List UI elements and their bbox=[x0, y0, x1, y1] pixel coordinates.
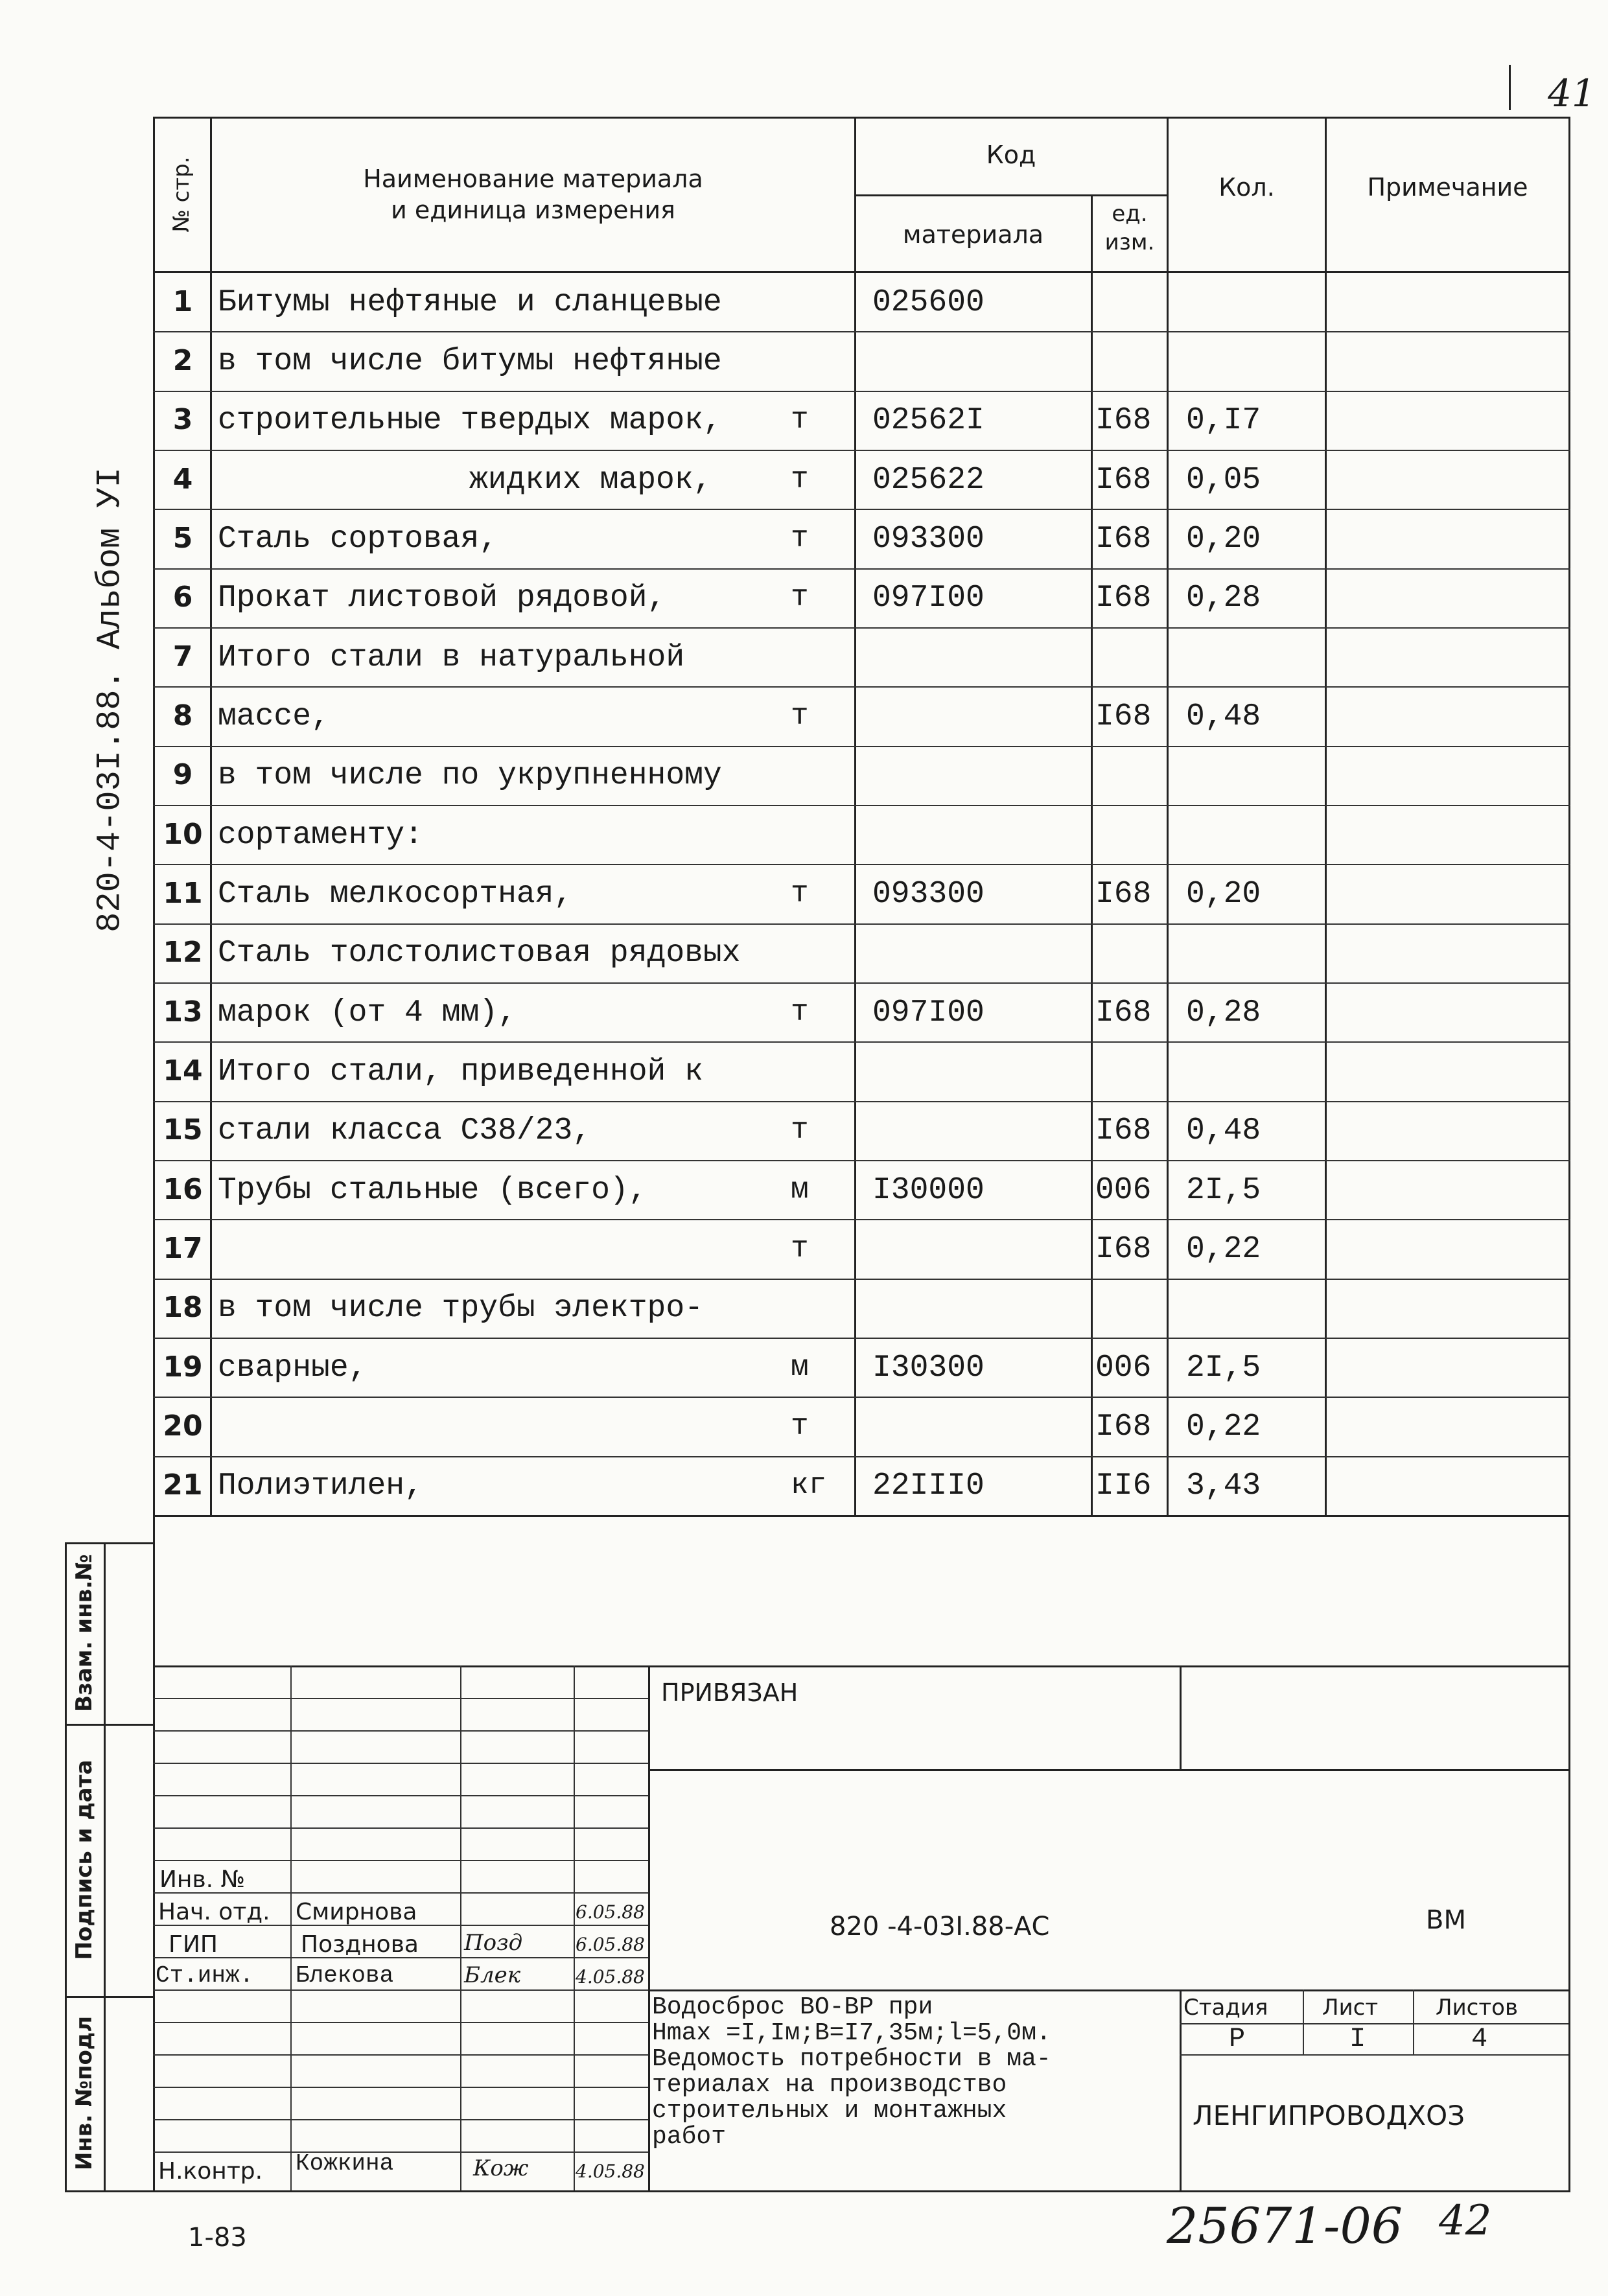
title-line-3: териалах на производство bbox=[652, 2071, 1007, 2099]
person-sign-1: Позд bbox=[464, 1930, 523, 1956]
unit-code: I68 bbox=[1095, 581, 1152, 616]
quantity: 0,05 bbox=[1186, 463, 1261, 498]
material-code: 025622 bbox=[872, 463, 985, 498]
header-material-name bbox=[214, 163, 852, 226]
row-number: 18 bbox=[163, 1291, 203, 1324]
material-name: Итого стали, приведенной к bbox=[218, 1054, 703, 1089]
title-line-5: работ bbox=[652, 2123, 727, 2151]
title-line-2: Ведомость потребности в ма- bbox=[652, 2045, 1051, 2073]
row-number: 10 bbox=[163, 818, 203, 851]
material-code: 025600 bbox=[872, 285, 985, 320]
row-number: 21 bbox=[163, 1468, 203, 1502]
bottom-left-code: 1-83 bbox=[188, 2223, 247, 2253]
row-number: 1 bbox=[172, 285, 193, 318]
sheets-label: Листов bbox=[1436, 1995, 1519, 2021]
quantity: 0,48 bbox=[1186, 1113, 1261, 1148]
person-sign-2: Блек bbox=[464, 1962, 521, 1988]
quantity: 0,28 bbox=[1186, 995, 1261, 1030]
material-code: 097I00 bbox=[872, 581, 985, 616]
material-code: I30300 bbox=[872, 1351, 985, 1386]
row-number: 4 bbox=[172, 463, 193, 496]
material-name: Полиэтилен, bbox=[218, 1468, 423, 1503]
material-name: марок (от 4 мм), bbox=[218, 995, 517, 1030]
material-name: стали класса С38/23, bbox=[218, 1113, 592, 1148]
header-code: Код bbox=[986, 141, 1036, 169]
material-name: сортаменту: bbox=[218, 818, 423, 853]
header-name-line2: и единица измерения bbox=[391, 196, 675, 224]
row-number: 3 bbox=[172, 403, 193, 436]
margin-original-inv: Инв. №подл bbox=[71, 2015, 97, 2171]
header-quantity: Кол. bbox=[1218, 173, 1275, 202]
person-date-2: 4.05.88 bbox=[576, 1966, 645, 1988]
person-sign-3: Кож bbox=[473, 2155, 529, 2181]
person-date-0: 6.05.88 bbox=[576, 1901, 645, 1923]
unit-code: I68 bbox=[1095, 995, 1152, 1030]
unit-symbol: т bbox=[791, 699, 809, 733]
row-number: 11 bbox=[163, 877, 203, 910]
header-row-number: № стр. bbox=[169, 156, 194, 233]
material-name: в том числе трубы электро- bbox=[218, 1291, 703, 1326]
person-name-3: Кожкина bbox=[296, 2150, 394, 2177]
header-code-material: материала bbox=[902, 220, 1044, 249]
row-number: 7 bbox=[172, 640, 193, 673]
unit-code: I68 bbox=[1095, 877, 1152, 912]
sheet-label: Лист bbox=[1322, 1995, 1379, 2021]
material-name: Битумы нефтяные и сланцевые bbox=[218, 285, 722, 320]
material-name: Сталь сортовая, bbox=[218, 522, 498, 557]
row-number: 6 bbox=[172, 581, 193, 614]
title-line-0: Водосброс ВО-ВР при bbox=[652, 1993, 933, 2021]
inv-no-label: Инв. № bbox=[159, 1866, 246, 1893]
row-number: 2 bbox=[172, 344, 193, 377]
unit-symbol: т bbox=[791, 1409, 809, 1443]
row-number: 17 bbox=[163, 1232, 203, 1265]
material-code: 093300 bbox=[872, 877, 985, 912]
row-number: 13 bbox=[163, 995, 203, 1028]
row-number: 14 bbox=[163, 1054, 203, 1087]
margin-signature-date: Подпись и дата bbox=[71, 1759, 97, 1960]
unit-code: I68 bbox=[1095, 403, 1152, 438]
material-name: Сталь толстолистовая рядовых bbox=[218, 936, 741, 971]
row-number: 20 bbox=[163, 1409, 203, 1443]
unit-symbol: т bbox=[791, 995, 809, 1029]
row-number: 5 bbox=[172, 522, 193, 555]
person-name-1: Позднова bbox=[301, 1931, 419, 1958]
quantity: 0,20 bbox=[1186, 877, 1261, 912]
person-role-0: Нач. отд. bbox=[158, 1899, 270, 1925]
material-name: в том числе по укрупненному bbox=[218, 758, 722, 793]
unit-code: I68 bbox=[1095, 699, 1152, 734]
title-line-4: строительных и монтажных bbox=[652, 2097, 1007, 2125]
archive-number: 25671-06 bbox=[1167, 2197, 1403, 2255]
privyazan-label: ПРИВЯЗАН bbox=[661, 1678, 798, 1707]
quantity: 2I,5 bbox=[1186, 1173, 1261, 1208]
unit-code: I68 bbox=[1095, 1232, 1152, 1267]
margin-replacement-inv: Взам. инв.№ bbox=[71, 1554, 97, 1712]
person-name-0: Смирнова bbox=[296, 1899, 417, 1925]
document-title bbox=[652, 1995, 1051, 2150]
page-corner-number: 41 bbox=[1548, 71, 1596, 115]
material-name: жидких марок, bbox=[469, 463, 712, 498]
material-name: сварные, bbox=[218, 1351, 367, 1386]
header-unit-line2: изм. bbox=[1104, 229, 1155, 255]
document-mark: ВМ bbox=[1426, 1905, 1466, 1935]
unit-symbol: м bbox=[791, 1351, 809, 1384]
person-role-3: Н.контр. bbox=[158, 2158, 263, 2185]
person-role-1: ГИП bbox=[169, 1931, 218, 1958]
quantity: 0,22 bbox=[1186, 1409, 1261, 1444]
unit-code: 006 bbox=[1095, 1351, 1152, 1386]
unit-code: I68 bbox=[1095, 463, 1152, 498]
quantity: 0,48 bbox=[1186, 699, 1261, 734]
person-date-3: 4.05.88 bbox=[576, 2161, 645, 2182]
header-name-line1: Наименование материала bbox=[363, 165, 703, 193]
person-date-1: 6.05.88 bbox=[576, 1934, 645, 1955]
person-name-2: Блекова bbox=[296, 1962, 394, 1989]
person-role-2: Ст.инж. bbox=[156, 1962, 254, 1989]
quantity: 0,22 bbox=[1186, 1232, 1261, 1267]
material-name: Сталь мелкосортная, bbox=[218, 877, 573, 912]
unit-symbol: т bbox=[791, 581, 809, 614]
quantity: 0,28 bbox=[1186, 581, 1261, 616]
material-name: Итого стали в натуральной bbox=[218, 640, 685, 675]
material-code: 093300 bbox=[872, 522, 985, 557]
material-name: Прокат листовой рядовой, bbox=[218, 581, 666, 616]
material-name: строительные твердых марок, bbox=[218, 403, 722, 438]
row-number: 19 bbox=[163, 1351, 203, 1384]
unit-symbol: м bbox=[791, 1173, 809, 1207]
bottom-page-number: 42 bbox=[1439, 2197, 1492, 2245]
unit-code: I68 bbox=[1095, 1113, 1152, 1148]
unit-code: I68 bbox=[1095, 1409, 1152, 1444]
quantity: 0,20 bbox=[1186, 522, 1261, 557]
title-line-1: Hmax =I,Iм;B=I7,35м;l=5,0м. bbox=[652, 2019, 1051, 2047]
unit-symbol: т bbox=[791, 877, 809, 910]
material-name: в том числе битумы нефтяные bbox=[218, 344, 722, 379]
unit-symbol: т bbox=[791, 403, 809, 437]
stage-value: Р bbox=[1229, 2023, 1246, 2054]
material-code: 22III0 bbox=[872, 1468, 985, 1503]
sheet-value: I bbox=[1349, 2023, 1366, 2054]
material-code: 02562I bbox=[872, 403, 985, 438]
row-number: 16 bbox=[163, 1173, 203, 1206]
album-side-label: 820-4-03I.88. Альбом УI bbox=[91, 467, 130, 933]
unit-code: 006 bbox=[1095, 1173, 1152, 1208]
stage-label: Стадия bbox=[1183, 1995, 1268, 2021]
quantity: 2I,5 bbox=[1186, 1351, 1261, 1386]
sheets-value: 4 bbox=[1471, 2023, 1488, 2054]
unit-code: I68 bbox=[1095, 522, 1152, 557]
material-name: Трубы стальные (всего), bbox=[218, 1173, 647, 1208]
unit-symbol: т bbox=[791, 1232, 809, 1266]
row-number: 9 bbox=[172, 758, 193, 791]
organization: ЛЕНГИПРОВОДХОЗ bbox=[1193, 2100, 1465, 2131]
row-number: 12 bbox=[163, 936, 203, 969]
quantity: 0,I7 bbox=[1186, 403, 1261, 438]
unit-symbol: т bbox=[791, 522, 809, 555]
row-number: 8 bbox=[172, 699, 193, 732]
document-code: 820 -4-03I.88-АС bbox=[830, 1912, 1050, 1942]
header-unit-line1: ед. bbox=[1112, 201, 1148, 227]
unit-symbol: т bbox=[791, 1113, 809, 1147]
row-number: 15 bbox=[163, 1113, 203, 1146]
quantity: 3,43 bbox=[1186, 1468, 1261, 1503]
unit-code: II6 bbox=[1095, 1468, 1152, 1503]
unit-symbol: т bbox=[791, 463, 809, 496]
unit-symbol: кг bbox=[791, 1468, 827, 1502]
material-name: массе, bbox=[218, 699, 330, 734]
material-code: 097I00 bbox=[872, 995, 985, 1030]
header-note: Примечание bbox=[1367, 173, 1528, 202]
header-code-unit bbox=[1093, 200, 1167, 257]
material-code: I30000 bbox=[872, 1173, 985, 1208]
